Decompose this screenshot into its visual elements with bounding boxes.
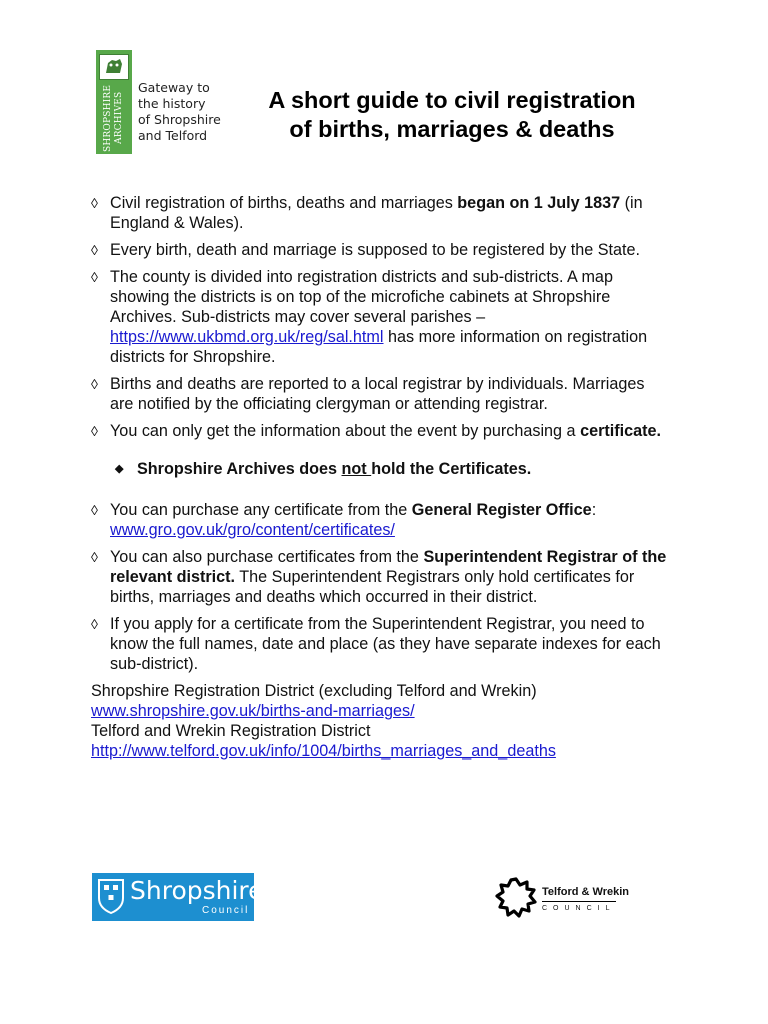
list-item: ◊ Births and deaths are reported to a local registrar by individuals. Marriages are notified by the officiating clergyman or attending registrar. [91, 375, 645, 413]
telford-district-label: Telford and Wrekin Registration District [91, 722, 371, 740]
list-item: ◊ The county is divided into registration districts and sub-districts. A map showing the districts is on top of the microfiche cabinets at Shropshire Archives. Sub-districts may cover several parishes – https://www.ukbmd.org.uk/reg/sal.html has more information on registration districts for Shropshire. [91, 268, 648, 366]
list-item: ◊ You can also purchase certificates from the Superintendent Registrar of the relevant district. The Superintendent Registrars only hold certificates for births, marriages and deaths which occurred in their district. [91, 548, 667, 606]
shropshire-council-logo [92, 873, 264, 921]
telford-wrekin-name: Telford & Wrekin [542, 886, 629, 898]
shropshire-district-label: Shropshire Registration District (excluding Telford and Wrekin) [91, 682, 537, 700]
diamond-outline-icon: ◊ [91, 269, 98, 285]
diamond-outline-icon: ◊ [91, 195, 98, 211]
list-item: ◊ You can only get the information about the event by purchasing a certificate. [91, 422, 662, 440]
telford-district-link[interactable]: http://www.telford.gov.uk/info/1004/births_marriages_and_deaths [91, 742, 556, 760]
ukbmd-link[interactable]: https://www.ukbmd.org.uk/reg/sal.html [110, 328, 384, 346]
diamond-outline-icon: ◊ [91, 376, 98, 392]
list-item: ◊ You can purchase any certificate from the General Register Office: www.gro.gov.uk/gro/content/certificates/ [91, 501, 597, 539]
list-item: ◊ If you apply for a certificate from the Superintendent Registrar, you need to know the full names, date and place (as they have separate indexes for each sub-district). [91, 615, 661, 673]
page-title: A short guide to civil registration of births, marriages & deaths [268, 87, 636, 142]
sub-list-item: ◆ Shropshire Archives does not hold the Certificates. [115, 460, 532, 478]
diamond-filled-icon: ◆ [115, 463, 124, 475]
guide-content [91, 193, 671, 761]
archives-logo-tagline: Gateway to the history of Shropshire and Telford [138, 80, 221, 143]
telford-wrekin-emblem-icon [495, 876, 537, 918]
shropshire-council-name: Shropshire [130, 876, 264, 905]
diamond-outline-icon: ◊ [91, 242, 98, 258]
gro-link[interactable]: www.gro.gov.uk/gro/content/certificates/ [110, 521, 395, 539]
archives-crest-icon [99, 54, 129, 80]
shropshire-archives-logo [96, 50, 224, 154]
diamond-outline-icon: ◊ [91, 549, 98, 565]
shropshire-crest-icon [98, 878, 124, 914]
telford-wrekin-sub: COUNCIL [542, 905, 616, 912]
shropshire-council-sub: Council [202, 905, 250, 916]
diamond-outline-icon: ◊ [91, 502, 98, 518]
telford-wrekin-logo [495, 876, 629, 920]
list-item: ◊ Civil registration of births, deaths and marriages began on 1 July 1837 (in England & Wales). [91, 194, 643, 232]
diamond-outline-icon: ◊ [91, 616, 98, 632]
list-item: ◊ Every birth, death and marriage is supposed to be registered by the State. [91, 241, 640, 259]
shropshire-district-link[interactable]: www.shropshire.gov.uk/births-and-marriages/ [91, 702, 415, 720]
archives-logo-vertical-text: SHROPSHIRE ARCHIVES [103, 84, 124, 152]
diamond-outline-icon: ◊ [91, 423, 98, 439]
